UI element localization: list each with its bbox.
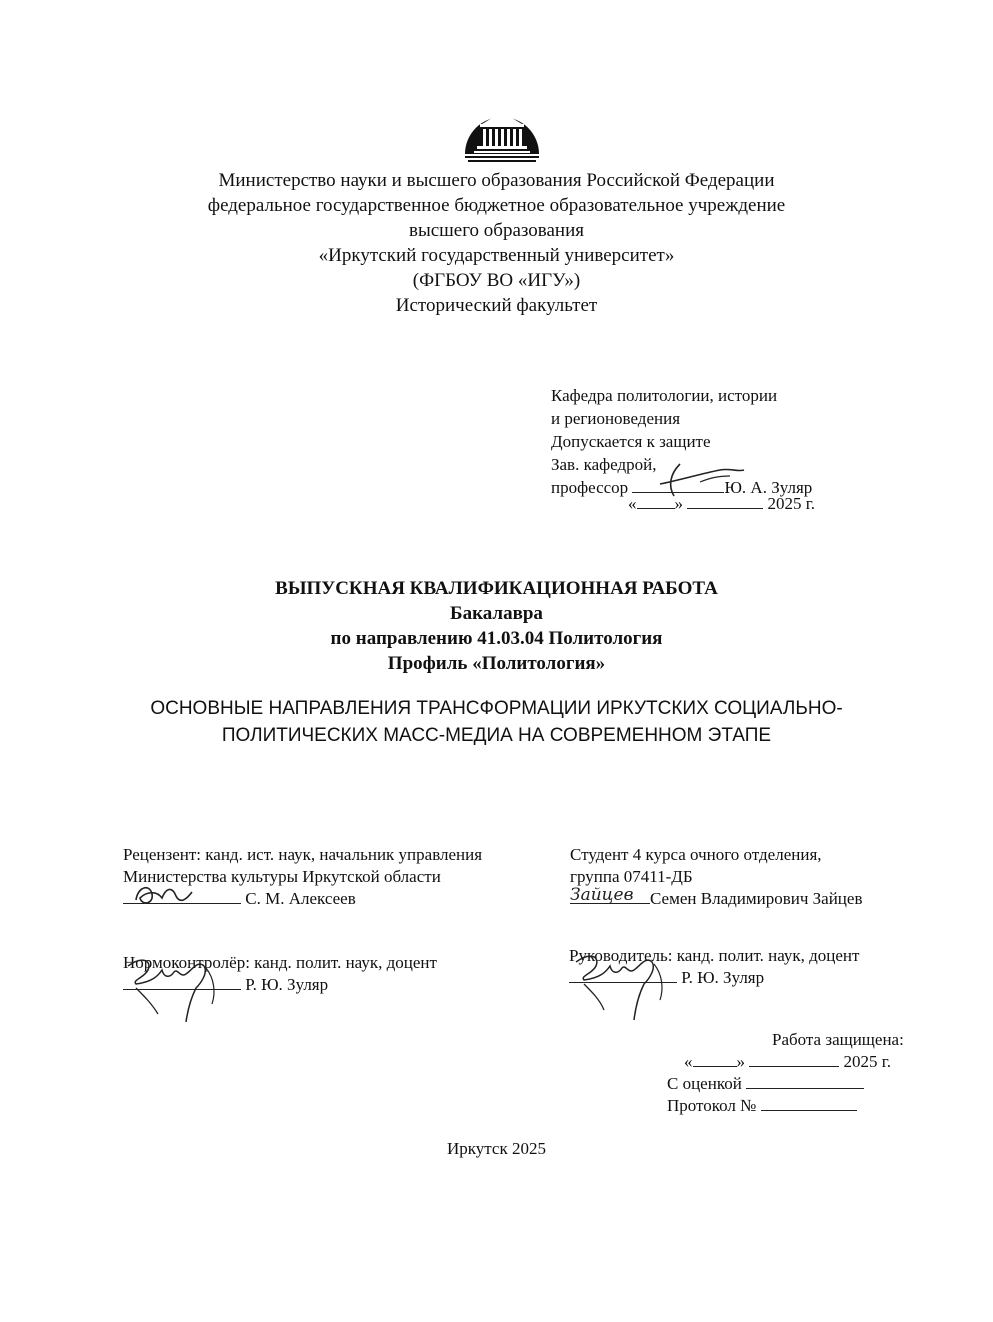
student-signature <box>568 882 650 908</box>
city-year: Иркутск 2025 <box>447 1139 546 1158</box>
normcontrol-name: Р. Ю. Зуляр <box>245 975 329 994</box>
profile: Профиль «Политология» <box>387 653 606 674</box>
university-abbreviation: (ФГБОУ ВО «ИГУ») <box>412 270 581 291</box>
normcontrol-line-1: Нормоконтролёр: канд. полит. наук, доцент <box>123 953 437 972</box>
normcontrol-signature <box>122 948 242 1028</box>
university-emblem <box>462 94 542 162</box>
defense-protocol-label: Протокол № <box>667 1096 757 1115</box>
degree: Бакалавра <box>450 603 543 624</box>
institution-type-line: федеральное государственное бюджетное образовательное учреждение <box>207 195 786 216</box>
defense-grade-label: С оценкой <box>667 1074 742 1093</box>
education-level-line: высшего образования <box>408 220 585 241</box>
thesis-title-line-2: ПОЛИТИЧЕСКИХ МАСС-МЕДИА НА СОВРЕМЕННОМ ЭТАПЕ <box>221 725 772 746</box>
supervisor-line-1: Руководитель: канд. полит. наук, доцент <box>569 946 860 965</box>
student-name: Семен Владимирович Зайцев <box>650 889 863 908</box>
university-name: «Иркутский государственный университет» <box>318 245 675 266</box>
svg-text:Зайцев: Зайцев <box>570 885 634 905</box>
work-type: ВЫПУСКНАЯ КВАЛИФИКАЦИОННАЯ РАБОТА <box>275 578 718 599</box>
direction: по направлению 41.03.04 Политология <box>330 628 663 649</box>
student-line-2: группа 07411-ДБ <box>570 867 693 886</box>
defense-year: 2025 г. <box>843 1052 892 1071</box>
department-line-2: и регионоведения <box>551 409 681 428</box>
defense-protected: Работа защищена: <box>772 1030 904 1049</box>
ministry-line: Министерство науки и высшего образования Российской Федерации <box>218 170 775 191</box>
supervisor-name: Р. Ю. Зуляр <box>681 968 765 987</box>
reviewer-name: С. М. Алексеев <box>245 889 356 908</box>
head-of-department: Зав. кафедрой, <box>551 455 657 474</box>
approval-year: 2025 г. <box>767 494 816 513</box>
admitted-to-defense: Допускается к защите <box>551 432 711 451</box>
faculty-name: Исторический факультет <box>395 295 598 316</box>
student-line-1: Студент 4 курса очного отделения, <box>570 845 822 864</box>
department-line-1: Кафедра политологии, истории <box>551 386 778 405</box>
approval-date-line: « » 2025 г. <box>628 494 816 513</box>
defense-date-line: « » 2025 г. <box>684 1052 892 1071</box>
thesis-title-line-1: ОСНОВНЫЕ НАПРАВЛЕНИЯ ТРАНСФОРМАЦИИ ИРКУТСКИХ СОЦИАЛЬНО- <box>150 698 843 719</box>
reviewer-signature <box>128 880 208 910</box>
head-name: Ю. А. Зуляр <box>724 478 813 497</box>
reviewer-line-2: Министерства культуры Иркутской области <box>123 867 441 886</box>
defense-protocol-line <box>667 1094 857 1118</box>
defense-grade-line <box>667 1072 864 1096</box>
supervisor-signature <box>570 942 690 1024</box>
reviewer-line-1: Рецензент: канд. ист. наук, начальник управления <box>123 845 483 864</box>
head-position: профессор <box>551 478 629 497</box>
